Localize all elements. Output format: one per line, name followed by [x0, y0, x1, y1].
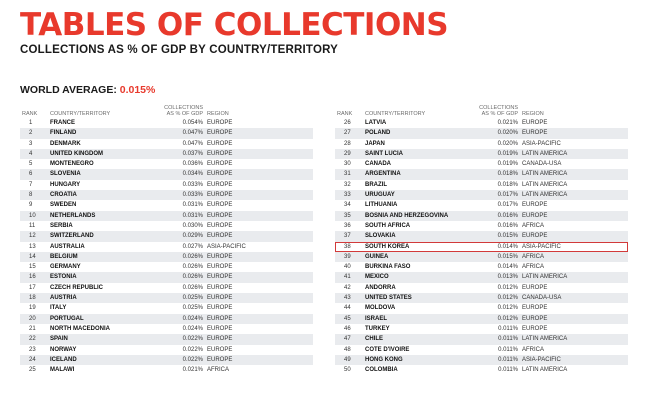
country-cell: PORTUGAL: [50, 315, 84, 322]
collections-cell: 0.012%: [497, 305, 518, 312]
collections-cell: 0.017%: [497, 192, 518, 199]
region-cell: EUROPE: [207, 161, 233, 168]
country-cell: NORWAY: [50, 346, 77, 353]
country-cell: AUSTRIA: [50, 295, 77, 302]
header-collections: [119, 105, 203, 117]
rank-cell: 27: [344, 130, 351, 137]
region-cell: EUROPE: [207, 274, 233, 281]
collections-cell: 0.017%: [497, 202, 518, 209]
collections-cell: 0.021%: [497, 120, 518, 126]
collections-cell: 0.036%: [182, 161, 203, 168]
country-cell: HONG KONG: [365, 356, 403, 363]
country-cell: ICELAND: [50, 356, 77, 363]
world-average: [20, 84, 155, 96]
region-cell: ASIA-PACIFIC: [522, 140, 561, 147]
table-row: [20, 355, 313, 365]
header-collections-line1: COLLECTIONS: [164, 105, 203, 111]
country-cell: MONTENEGRO: [50, 161, 94, 168]
collections-cell: 0.031%: [182, 202, 203, 209]
table-header: [335, 101, 628, 118]
rank-cell: 20: [29, 315, 36, 322]
table-row: [335, 355, 628, 365]
table-row: [335, 149, 628, 159]
rank-cell: 12: [29, 233, 36, 240]
country-cell: SERBIA: [50, 222, 73, 229]
table-row: [335, 345, 628, 355]
rank-cell: 8: [29, 192, 33, 199]
collections-cell: 0.012%: [497, 315, 518, 322]
region-cell: AFRICA: [522, 253, 545, 260]
table-header: [20, 101, 313, 118]
country-cell: CROATIA: [50, 192, 77, 199]
region-cell: CANADA-USA: [522, 295, 562, 302]
rank-cell: 26: [344, 120, 351, 126]
collections-cell: 0.011%: [498, 336, 518, 343]
rank-cell: 19: [29, 305, 36, 312]
region-cell: LATIN AMERICA: [522, 367, 568, 374]
rank-cell: 17: [29, 284, 36, 291]
collections-cell: 0.024%: [182, 325, 203, 332]
region-cell: EUROPE: [522, 325, 548, 332]
table-row: [20, 252, 313, 262]
rank-cell: 23: [29, 346, 36, 353]
rank-cell: 44: [344, 305, 351, 312]
rank-cell: 41: [344, 274, 351, 281]
country-cell: AUSTRALIA: [50, 243, 85, 250]
table-row: [335, 272, 628, 282]
country-cell: COLOMBIA: [365, 367, 398, 374]
rank-cell: 1: [29, 120, 33, 126]
rank-cell: 25: [29, 367, 36, 374]
collections-cell: 0.011%: [498, 325, 518, 332]
region-cell: LATIN AMERICA: [522, 192, 568, 199]
rank-cell: 13: [29, 243, 36, 250]
country-cell: MALAWI: [50, 367, 75, 374]
table-row: [335, 293, 628, 303]
table-row: [20, 180, 313, 190]
collections-cell: 0.022%: [182, 346, 203, 353]
region-cell: EUROPE: [207, 264, 233, 271]
country-cell: NORTH MACEDONIA: [50, 325, 110, 332]
table-row: [20, 231, 313, 241]
table-row: [20, 200, 313, 210]
country-cell: SLOVENIA: [50, 171, 81, 178]
country-cell: URUGUAY: [365, 192, 395, 199]
country-cell: BELGIUM: [50, 253, 78, 260]
table-row: [335, 252, 628, 262]
country-cell: LATVIA: [365, 120, 387, 126]
table-row: [335, 242, 628, 252]
world-average-value: 0.015%: [119, 84, 156, 96]
region-cell: EUROPE: [207, 120, 233, 126]
collections-cell: 0.025%: [182, 305, 203, 312]
collections-cell: 0.019%: [497, 161, 518, 168]
rank-cell: 14: [29, 253, 36, 260]
region-cell: EUROPE: [207, 356, 233, 363]
country-cell: BURKINA FASO: [365, 264, 411, 271]
collections-cell: 0.022%: [182, 336, 203, 343]
collections-cell: 0.018%: [497, 181, 518, 188]
collections-cell: 0.022%: [182, 356, 203, 363]
region-cell: EUROPE: [207, 315, 233, 322]
table-row: [335, 200, 628, 210]
country-cell: MOLDOVA: [365, 305, 396, 312]
region-cell: ASIA-PACIFIC: [522, 243, 561, 250]
rank-cell: 5: [29, 161, 33, 168]
collections-cell: 0.047%: [182, 140, 203, 147]
table-row: [335, 211, 628, 221]
table-row: [20, 262, 313, 272]
table-row: [20, 272, 313, 282]
country-cell: MEXICO: [365, 274, 389, 281]
country-cell: SOUTH KOREA: [365, 243, 410, 250]
rank-cell: 46: [344, 325, 351, 332]
rank-cell: 11: [29, 222, 36, 229]
table-row: [20, 314, 313, 324]
region-cell: EUROPE: [207, 130, 233, 137]
collections-cell: 0.026%: [182, 264, 203, 271]
header-collections: [434, 105, 518, 117]
table-row: [20, 139, 313, 149]
region-cell: EUROPE: [207, 346, 233, 353]
collections-cell: 0.014%: [497, 264, 518, 271]
rank-cell: 48: [344, 346, 351, 353]
page-subtitle: COLLECTIONS AS % OF GDP BY COUNTRY/TERRITORY: [20, 44, 339, 56]
rank-cell: 43: [344, 295, 351, 302]
collections-cell: 0.030%: [182, 222, 203, 229]
region-cell: AFRICA: [207, 367, 230, 374]
country-cell: SOUTH AFRICA: [365, 222, 411, 229]
region-cell: EUROPE: [522, 212, 548, 219]
region-cell: EUROPE: [522, 202, 548, 209]
country-cell: JAPAN: [365, 140, 385, 147]
rank-cell: 3: [29, 140, 33, 147]
table-row: [20, 221, 313, 231]
header-rank: RANK: [337, 111, 353, 117]
rankings-table-left: [20, 101, 313, 375]
rank-cell: 32: [344, 181, 351, 188]
collections-cell: 0.012%: [497, 295, 518, 302]
rank-cell: 15: [29, 264, 36, 271]
region-cell: EUROPE: [522, 305, 548, 312]
region-cell: EUROPE: [207, 295, 233, 302]
country-cell: UNITED STATES: [365, 295, 412, 302]
table-row: [335, 128, 628, 138]
table-row: [20, 303, 313, 313]
collections-cell: 0.025%: [182, 295, 203, 302]
collections-cell: 0.020%: [497, 140, 518, 147]
table-row: [335, 365, 628, 375]
region-cell: CANADA-USA: [522, 161, 562, 168]
header-rank: RANK: [22, 111, 38, 117]
rank-cell: 6: [29, 171, 33, 178]
rank-cell: 34: [344, 202, 351, 209]
region-cell: EUROPE: [207, 140, 233, 147]
region-cell: EUROPE: [207, 192, 233, 199]
table-row: [335, 180, 628, 190]
table-row: [335, 139, 628, 149]
rank-cell: 16: [29, 274, 36, 281]
country-cell: BOSNIA AND HERZEGOVINA: [365, 212, 449, 219]
table-row: [20, 242, 313, 252]
country-cell: CHILE: [365, 336, 383, 343]
region-cell: EUROPE: [207, 253, 233, 260]
country-cell: UNITED KINGDOM: [50, 150, 103, 157]
header-collections-line2: AS % OF GDP: [166, 111, 203, 117]
rank-cell: 31: [344, 171, 351, 178]
rank-cell: 22: [29, 336, 36, 343]
rank-cell: 42: [344, 284, 351, 291]
table-body-right: [335, 118, 628, 375]
region-cell: EUROPE: [207, 325, 233, 332]
rank-cell: 7: [29, 181, 33, 188]
table-row: [20, 211, 313, 221]
region-cell: LATIN AMERICA: [522, 150, 568, 157]
region-cell: LATIN AMERICA: [522, 171, 568, 178]
collections-cell: 0.021%: [182, 367, 203, 374]
table-row: [335, 303, 628, 313]
region-cell: EUROPE: [207, 284, 233, 291]
collections-cell: 0.027%: [182, 243, 203, 250]
country-cell: DENMARK: [50, 140, 81, 147]
rank-cell: 35: [344, 212, 351, 219]
country-cell: CZECH REPUBLIC: [50, 284, 104, 291]
region-cell: EUROPE: [522, 233, 548, 240]
country-cell: ANDORRA: [365, 284, 396, 291]
table-row: [335, 262, 628, 272]
collections-cell: 0.026%: [182, 284, 203, 291]
table-row: [20, 190, 313, 200]
country-cell: ARGENTINA: [365, 171, 401, 178]
collections-cell: 0.033%: [182, 181, 203, 188]
table-row: [335, 169, 628, 179]
country-cell: ESTONIA: [50, 274, 77, 281]
country-cell: ITALY: [50, 305, 67, 312]
country-cell: SLOVAKIA: [365, 233, 396, 240]
region-cell: EUROPE: [522, 315, 548, 322]
country-cell: POLAND: [365, 130, 391, 137]
region-cell: AFRICA: [522, 264, 545, 271]
collections-cell: 0.011%: [498, 367, 518, 374]
country-cell: LITHUANIA: [365, 202, 398, 209]
table-row: [335, 118, 628, 128]
country-cell: FRANCE: [50, 120, 75, 126]
rank-cell: 50: [344, 367, 351, 374]
collections-cell: 0.015%: [497, 233, 518, 240]
region-cell: AFRICA: [522, 222, 545, 229]
collections-cell: 0.026%: [182, 253, 203, 260]
region-cell: LATIN AMERICA: [522, 336, 568, 343]
world-average-label: WORLD AVERAGE:: [20, 84, 117, 96]
rank-cell: 24: [29, 356, 36, 363]
table-row: [335, 324, 628, 334]
country-cell: SAINT LUCIA: [365, 150, 403, 157]
rank-cell: 36: [344, 222, 351, 229]
collections-cell: 0.033%: [182, 192, 203, 199]
header-country: COUNTRY/TERRITORY: [50, 111, 111, 117]
region-cell: EUROPE: [522, 130, 548, 137]
table-body-left: [20, 118, 313, 375]
table-row: [335, 159, 628, 169]
table-row: [20, 283, 313, 293]
table-row: [335, 190, 628, 200]
header-country: COUNTRY/TERRITORY: [365, 111, 426, 117]
collections-cell: 0.013%: [497, 274, 518, 281]
table-row: [20, 118, 313, 128]
header-collections-line2: AS % OF GDP: [481, 111, 518, 117]
region-cell: LATIN AMERICA: [522, 181, 568, 188]
region-cell: EUROPE: [207, 305, 233, 312]
region-cell: EUROPE: [207, 222, 233, 229]
region-cell: EUROPE: [207, 181, 233, 188]
region-cell: ASIA-PACIFIC: [522, 356, 561, 363]
region-cell: EUROPE: [522, 284, 548, 291]
table-row: [335, 283, 628, 293]
header-collections-line1: COLLECTIONS: [479, 105, 518, 111]
table-row: [20, 128, 313, 138]
table-row: [20, 334, 313, 344]
region-cell: EUROPE: [207, 202, 233, 209]
page-title: TABLES OF COLLECTIONS: [20, 7, 449, 43]
table-row: [20, 365, 313, 375]
table-row: [335, 334, 628, 344]
rank-cell: 4: [29, 150, 33, 157]
collections-cell: 0.011%: [498, 356, 518, 363]
rank-cell: 29: [344, 150, 351, 157]
table-row: [20, 345, 313, 355]
rankings-table-right: [335, 101, 628, 375]
rank-cell: 47: [344, 336, 351, 343]
rank-cell: 45: [344, 315, 351, 322]
table-row: [20, 169, 313, 179]
collections-cell: 0.047%: [182, 130, 203, 137]
rank-cell: 28: [344, 140, 351, 147]
country-cell: SWITZERLAND: [50, 233, 94, 240]
collections-cell: 0.037%: [182, 150, 203, 157]
country-cell: NETHERLANDS: [50, 212, 96, 219]
region-cell: EUROPE: [522, 120, 548, 126]
table-row: [335, 231, 628, 241]
table-row: [335, 314, 628, 324]
collections-cell: 0.020%: [497, 130, 518, 137]
collections-cell: 0.019%: [497, 150, 518, 157]
country-cell: SWEDEN: [50, 202, 77, 209]
rank-cell: 37: [344, 233, 351, 240]
rank-cell: 10: [29, 212, 36, 219]
region-cell: EUROPE: [207, 150, 233, 157]
region-cell: LATIN AMERICA: [522, 274, 568, 281]
region-cell: EUROPE: [207, 212, 233, 219]
collections-cell: 0.012%: [497, 284, 518, 291]
country-cell: GUINEA: [365, 253, 389, 260]
collections-cell: 0.026%: [182, 274, 203, 281]
rank-cell: 39: [344, 253, 351, 260]
region-cell: EUROPE: [207, 171, 233, 178]
country-cell: TURKEY: [365, 325, 390, 332]
rank-cell: 38: [344, 243, 351, 250]
table-row: [20, 293, 313, 303]
region-cell: AFRICA: [522, 346, 545, 353]
rank-cell: 2: [29, 130, 33, 137]
country-cell: HUNGARY: [50, 181, 81, 188]
region-cell: EUROPE: [207, 336, 233, 343]
rank-cell: 40: [344, 264, 351, 271]
table-row: [20, 324, 313, 334]
collections-cell: 0.029%: [182, 233, 203, 240]
collections-cell: 0.054%: [182, 120, 203, 126]
collections-cell: 0.024%: [182, 315, 203, 322]
rank-cell: 30: [344, 161, 351, 168]
region-cell: EUROPE: [207, 233, 233, 240]
header-region: REGION: [207, 111, 229, 117]
country-cell: CANADA: [365, 161, 391, 168]
table-row: [335, 221, 628, 231]
rank-cell: 21: [29, 325, 36, 332]
rank-cell: 49: [344, 356, 351, 363]
collections-cell: 0.014%: [497, 243, 518, 250]
rank-cell: 9: [29, 202, 33, 209]
country-cell: BRAZIL: [365, 181, 387, 188]
country-cell: GERMANY: [50, 264, 81, 271]
collections-cell: 0.031%: [182, 212, 203, 219]
region-cell: ASIA-PACIFIC: [207, 243, 246, 250]
country-cell: FINLAND: [50, 130, 77, 137]
table-row: [20, 149, 313, 159]
country-cell: SPAIN: [50, 336, 68, 343]
header-region: REGION: [522, 111, 544, 117]
collections-cell: 0.011%: [498, 346, 518, 353]
country-cell: COTE D'IVOIRE: [365, 346, 410, 353]
collections-cell: 0.018%: [497, 171, 518, 178]
table-row: [20, 159, 313, 169]
collections-cell: 0.034%: [182, 171, 203, 178]
rank-cell: 33: [344, 192, 351, 199]
collections-cell: 0.016%: [497, 222, 518, 229]
rank-cell: 18: [29, 295, 36, 302]
collections-cell: 0.015%: [497, 253, 518, 260]
country-cell: ISRAEL: [365, 315, 388, 322]
collections-cell: 0.016%: [497, 212, 518, 219]
